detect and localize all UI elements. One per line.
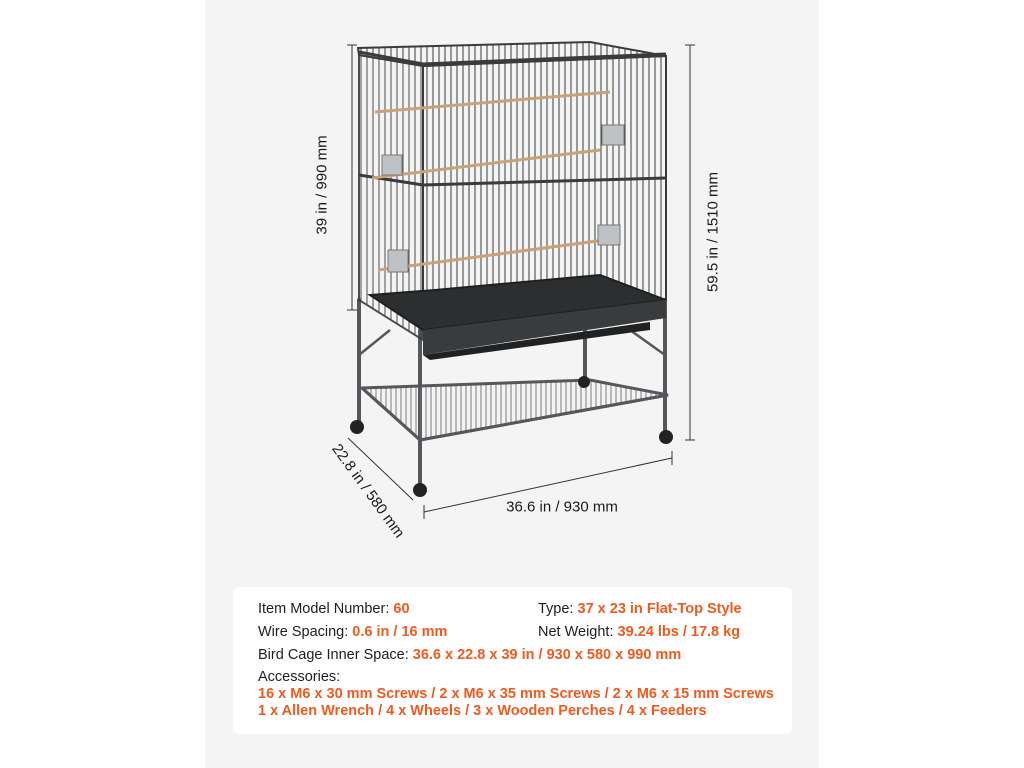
- inner-space-row: [258, 647, 681, 664]
- wire-spacing-label: Wire Spacing:: [258, 624, 349, 640]
- accessories-line-1: [258, 686, 774, 703]
- item-model-row: [258, 601, 410, 618]
- cage-height-label: 39 in / 990 mm: [313, 135, 331, 235]
- net-weight-row: [538, 624, 740, 641]
- inner-space-value: 36.6 x 22.8 x 39 in / 930 x 580 x 990 mm: [412, 647, 682, 663]
- accessories-value-1: 16 x M6 x 30 mm Screws / 2 x M6 x 35 mm Screws / 2 x M6 x 15 mm Screws: [258, 686, 774, 702]
- type-row: [538, 601, 742, 618]
- net-weight-value: 39.24 lbs / 17.8 kg: [617, 624, 741, 640]
- spec-card: [233, 587, 792, 734]
- type-label: Type:: [538, 601, 574, 617]
- bird-cage-illustration: [205, 0, 819, 560]
- item-model-label: Item Model Number:: [258, 601, 390, 617]
- accessories-value-2: 1 x Allen Wrench / 4 x Wheels / 3 x Wooden Perches / 4 x Feeders: [258, 703, 707, 719]
- total-height-label: 59.5 in / 1510 mm: [704, 171, 722, 293]
- item-model-value: 60: [393, 601, 410, 617]
- wire-spacing-value: 0.6 in / 16 mm: [352, 624, 448, 640]
- inner-space-label: Bird Cage Inner Space:: [258, 647, 409, 663]
- wire-spacing-row: [258, 624, 447, 641]
- accessories-label-row: [258, 669, 340, 686]
- net-weight-label: Net Weight:: [538, 624, 614, 640]
- type-value: 37 x 23 in Flat-Top Style: [577, 601, 742, 617]
- accessories-label: Accessories:: [258, 669, 341, 685]
- width-label: 36.6 in / 930 mm: [506, 498, 618, 516]
- cage-body: [358, 42, 666, 360]
- accessories-line-2: [258, 703, 707, 720]
- bottom-shelf: [362, 380, 668, 440]
- depth-label: 22.8 in / 580 mm: [328, 440, 408, 542]
